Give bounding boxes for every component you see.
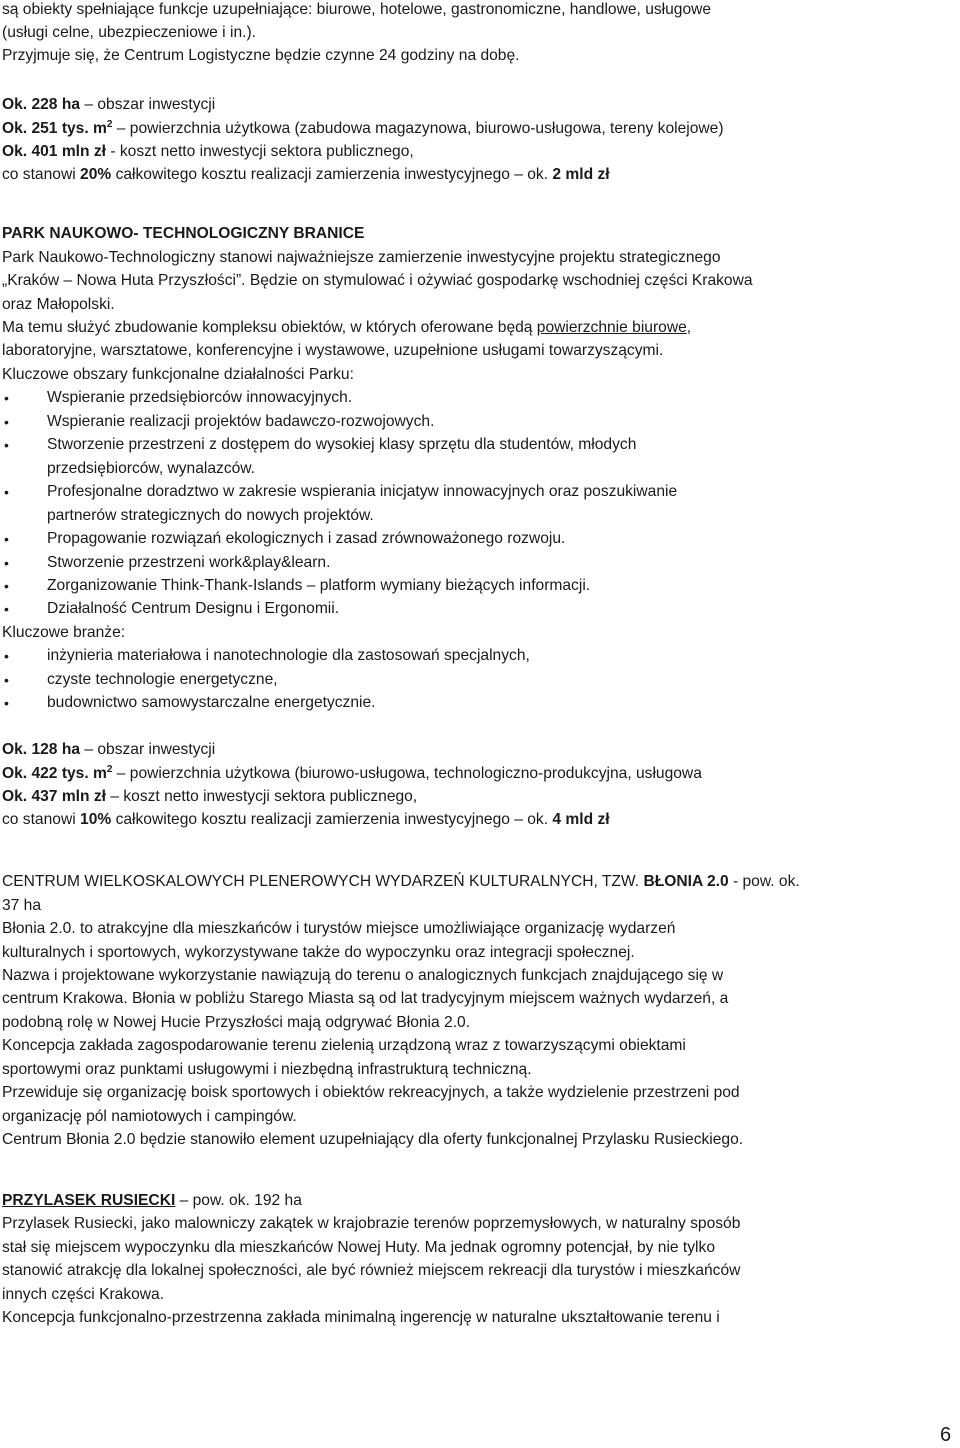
text-line: laboratoryjne, warsztatowe, konferencyjne i wystawowe, uzupełnione usługami towarzyszącymi. — [2, 342, 664, 359]
investment-area-line: Ok. 228 ha – obszar inwestycji — [2, 96, 216, 113]
list-item: Propagowanie rozwiązań ekologicznych i zasad zrównoważonego rozwoju. — [47, 530, 566, 547]
cost-share-line: co stanowi 20% całkowitego kosztu realizacji zamierzenia inwestycyjnego – ok. 2 mld zł — [2, 166, 610, 183]
bullet-icon: • — [4, 555, 9, 571]
text-line: innych części Krakowa. — [2, 1286, 165, 1303]
text-line: Błonia 2.0. to atrakcyjne dla mieszkańców i turystów miejsce umożliwiające organizację wydarzeń — [2, 920, 676, 937]
page-number: 6 — [940, 1424, 952, 1446]
usable-area-line: Ok. 422 tys. $m^2$ – powierzchnia użytkowa (biurowo-usługowa, technologiczno-produkcyjna, usługowa — [2, 764, 702, 782]
list-heading: Kluczowe branże: — [2, 624, 126, 641]
bullet-icon: • — [4, 578, 9, 594]
cost-line: Ok. 401 mln zł - koszt netto inwestycji sektora publicznego, — [2, 143, 414, 160]
section-heading-blonia: CENTRUM WIELKOSKALOWYCH PLENEROWYCH WYDARZEŃ KULTURALNYCH, TZW. BŁONIA 2.0 - pow. ok. — [2, 873, 800, 890]
list-item: czyste technologie energetyczne, — [47, 671, 278, 688]
text-line: kulturalnych i sportowych, wykorzystywane także do wypoczynku oraz integracji społecznej. — [2, 944, 635, 961]
list-item: budownictwo samowystarczalne energetycznie. — [47, 694, 376, 711]
text-line: stanowić atrakcję dla lokalnej społeczności, ale być również miejscem rekreacji dla turystów i mieszkańców — [2, 1262, 741, 1279]
list-item: Działalność Centrum Designu i Ergonomii. — [47, 600, 340, 617]
list-item: Profesjonalne doradztwo w zakresie wspierania inicjatyw innowacyjnych oraz poszukiwanie — [47, 483, 678, 500]
list-item: Wspieranie przedsiębiorców innowacyjnych. — [47, 389, 353, 406]
bullet-icon: • — [4, 695, 9, 711]
bullet-icon: • — [4, 437, 9, 453]
cost-line: Ok. 437 mln zł – koszt netto inwestycji sektora publicznego, — [2, 788, 418, 805]
text-line: organizację pól namiotowych i campingów. — [2, 1108, 297, 1125]
text-line: Nazwa i projektowane wykorzystanie nawiązują do terenu o analogicznych funkcjach znajdującego się w — [2, 967, 724, 984]
bullet-icon: • — [4, 672, 9, 688]
section-heading-park: PARK NAUKOWO- TECHNOLOGICZNY BRANICE — [2, 225, 365, 242]
investment-area-line: Ok. 128 ha – obszar inwestycji — [2, 741, 216, 758]
bullet-icon: • — [4, 531, 9, 547]
text-line: centrum Krakowa. Błonia w pobliżu Starego Miasta są od lat tradycyjnym miejscem ważnych wydarzeń, a — [2, 990, 729, 1007]
text-line: Park Naukowo-Technologiczny stanowi najważniejsze zamierzenie inwestycyjne projektu strategicznego — [2, 249, 721, 266]
text-line: Koncepcja zakłada zagospodarowanie terenu zielenią urządzoną wraz z towarzyszącymi obiektami — [2, 1037, 686, 1054]
text-line: Koncepcja funkcjonalno-przestrzenna zakłada minimalną ingerencję w naturalne ukształtowanie terenu i — [2, 1309, 720, 1326]
bullet-icon: • — [4, 648, 9, 664]
text-line: Ma temu służyć zbudowanie kompleksu obiektów, w których oferowane będą powierzchnie biurowe, — [2, 319, 692, 336]
list-item-continuation: przedsiębiorców, wynalazców. — [47, 460, 256, 477]
bullet-icon: • — [4, 484, 9, 500]
text-line: są obiekty spełniające funkcje uzupełniające: biurowe, hotelowe, gastronomiczne, handlowe, usługowe — [2, 1, 712, 18]
text-line: sportowymi oraz punktami usługowymi i niezbędną infrastrukturą techniczną. — [2, 1061, 532, 1078]
section-heading-blonia-cont: 37 ha — [2, 897, 42, 914]
text-line: Centrum Błonia 2.0 będzie stanowiło element uzupełniający dla oferty funkcjonalnej Przylasku Rusieckiego. — [2, 1131, 744, 1148]
cost-share-line: co stanowi 10% całkowitego kosztu realizacji zamierzenia inwestycyjnego – ok. 4 mld zł — [2, 811, 610, 828]
text-line: (usługi celne, ubezpieczeniowe i in.). — [2, 24, 256, 41]
usable-area-line: Ok. 251 tys. $m^2$ – powierzchnia użytkowa (zabudowa magazynowa, biurowo-usługowa, tereny kolejowe) — [2, 119, 724, 137]
section-heading-przylasek: PRZYLASEK RUSIECKI – pow. ok. 192 ha — [2, 1192, 302, 1209]
bullet-icon: • — [4, 414, 9, 430]
text-line: Przyjmuje się, że Centrum Logistyczne będzie czynne 24 godziny na dobę. — [2, 47, 520, 64]
list-item: Stworzenie przestrzeni work&play&learn. — [47, 554, 331, 571]
list-item: inżynieria materiałowa i nanotechnologie dla zastosowań specjalnych, — [47, 647, 530, 664]
bullet-icon: • — [4, 601, 9, 617]
list-item-continuation: partnerów strategicznych do nowych projektów. — [47, 507, 374, 524]
text-line: Przewiduje się organizację boisk sportowych i obiektów rekreacyjnych, a także wydzielenie przestrzeni pod — [2, 1084, 740, 1101]
text-line: Przylasek Rusiecki, jako malowniczy zakątek w krajobrazie terenów poprzemysłowych, w naturalny sposób — [2, 1215, 741, 1232]
list-heading: Kluczowe obszary funkcjonalne działalności Parku: — [2, 366, 354, 383]
bullet-icon: • — [4, 390, 9, 406]
text-line: „Kraków – Nowa Huta Przyszłości”. Będzie on stymulować i ożywiać gospodarkę wschodniej części Krakowa — [2, 272, 753, 289]
text-line: stał się miejscem wypoczynku dla mieszkańców Nowej Huty. Ma jednak ogromny potencjał, by nie tylko — [2, 1239, 715, 1256]
list-item: Zorganizowanie Think-Thank-Islands – platform wymiany bieżących informacji. — [47, 577, 591, 594]
list-item: Wspieranie realizacji projektów badawczo-rozwojowych. — [47, 413, 435, 430]
text-line: podobną rolę w Nowej Hucie Przyszłości mają odgrywać Błonia 2.0. — [2, 1014, 471, 1031]
list-item: Stworzenie przestrzeni z dostępem do wysokiej klasy sprzętu dla studentów, młodych — [47, 436, 637, 453]
text-line: oraz Małopolski. — [2, 296, 115, 313]
